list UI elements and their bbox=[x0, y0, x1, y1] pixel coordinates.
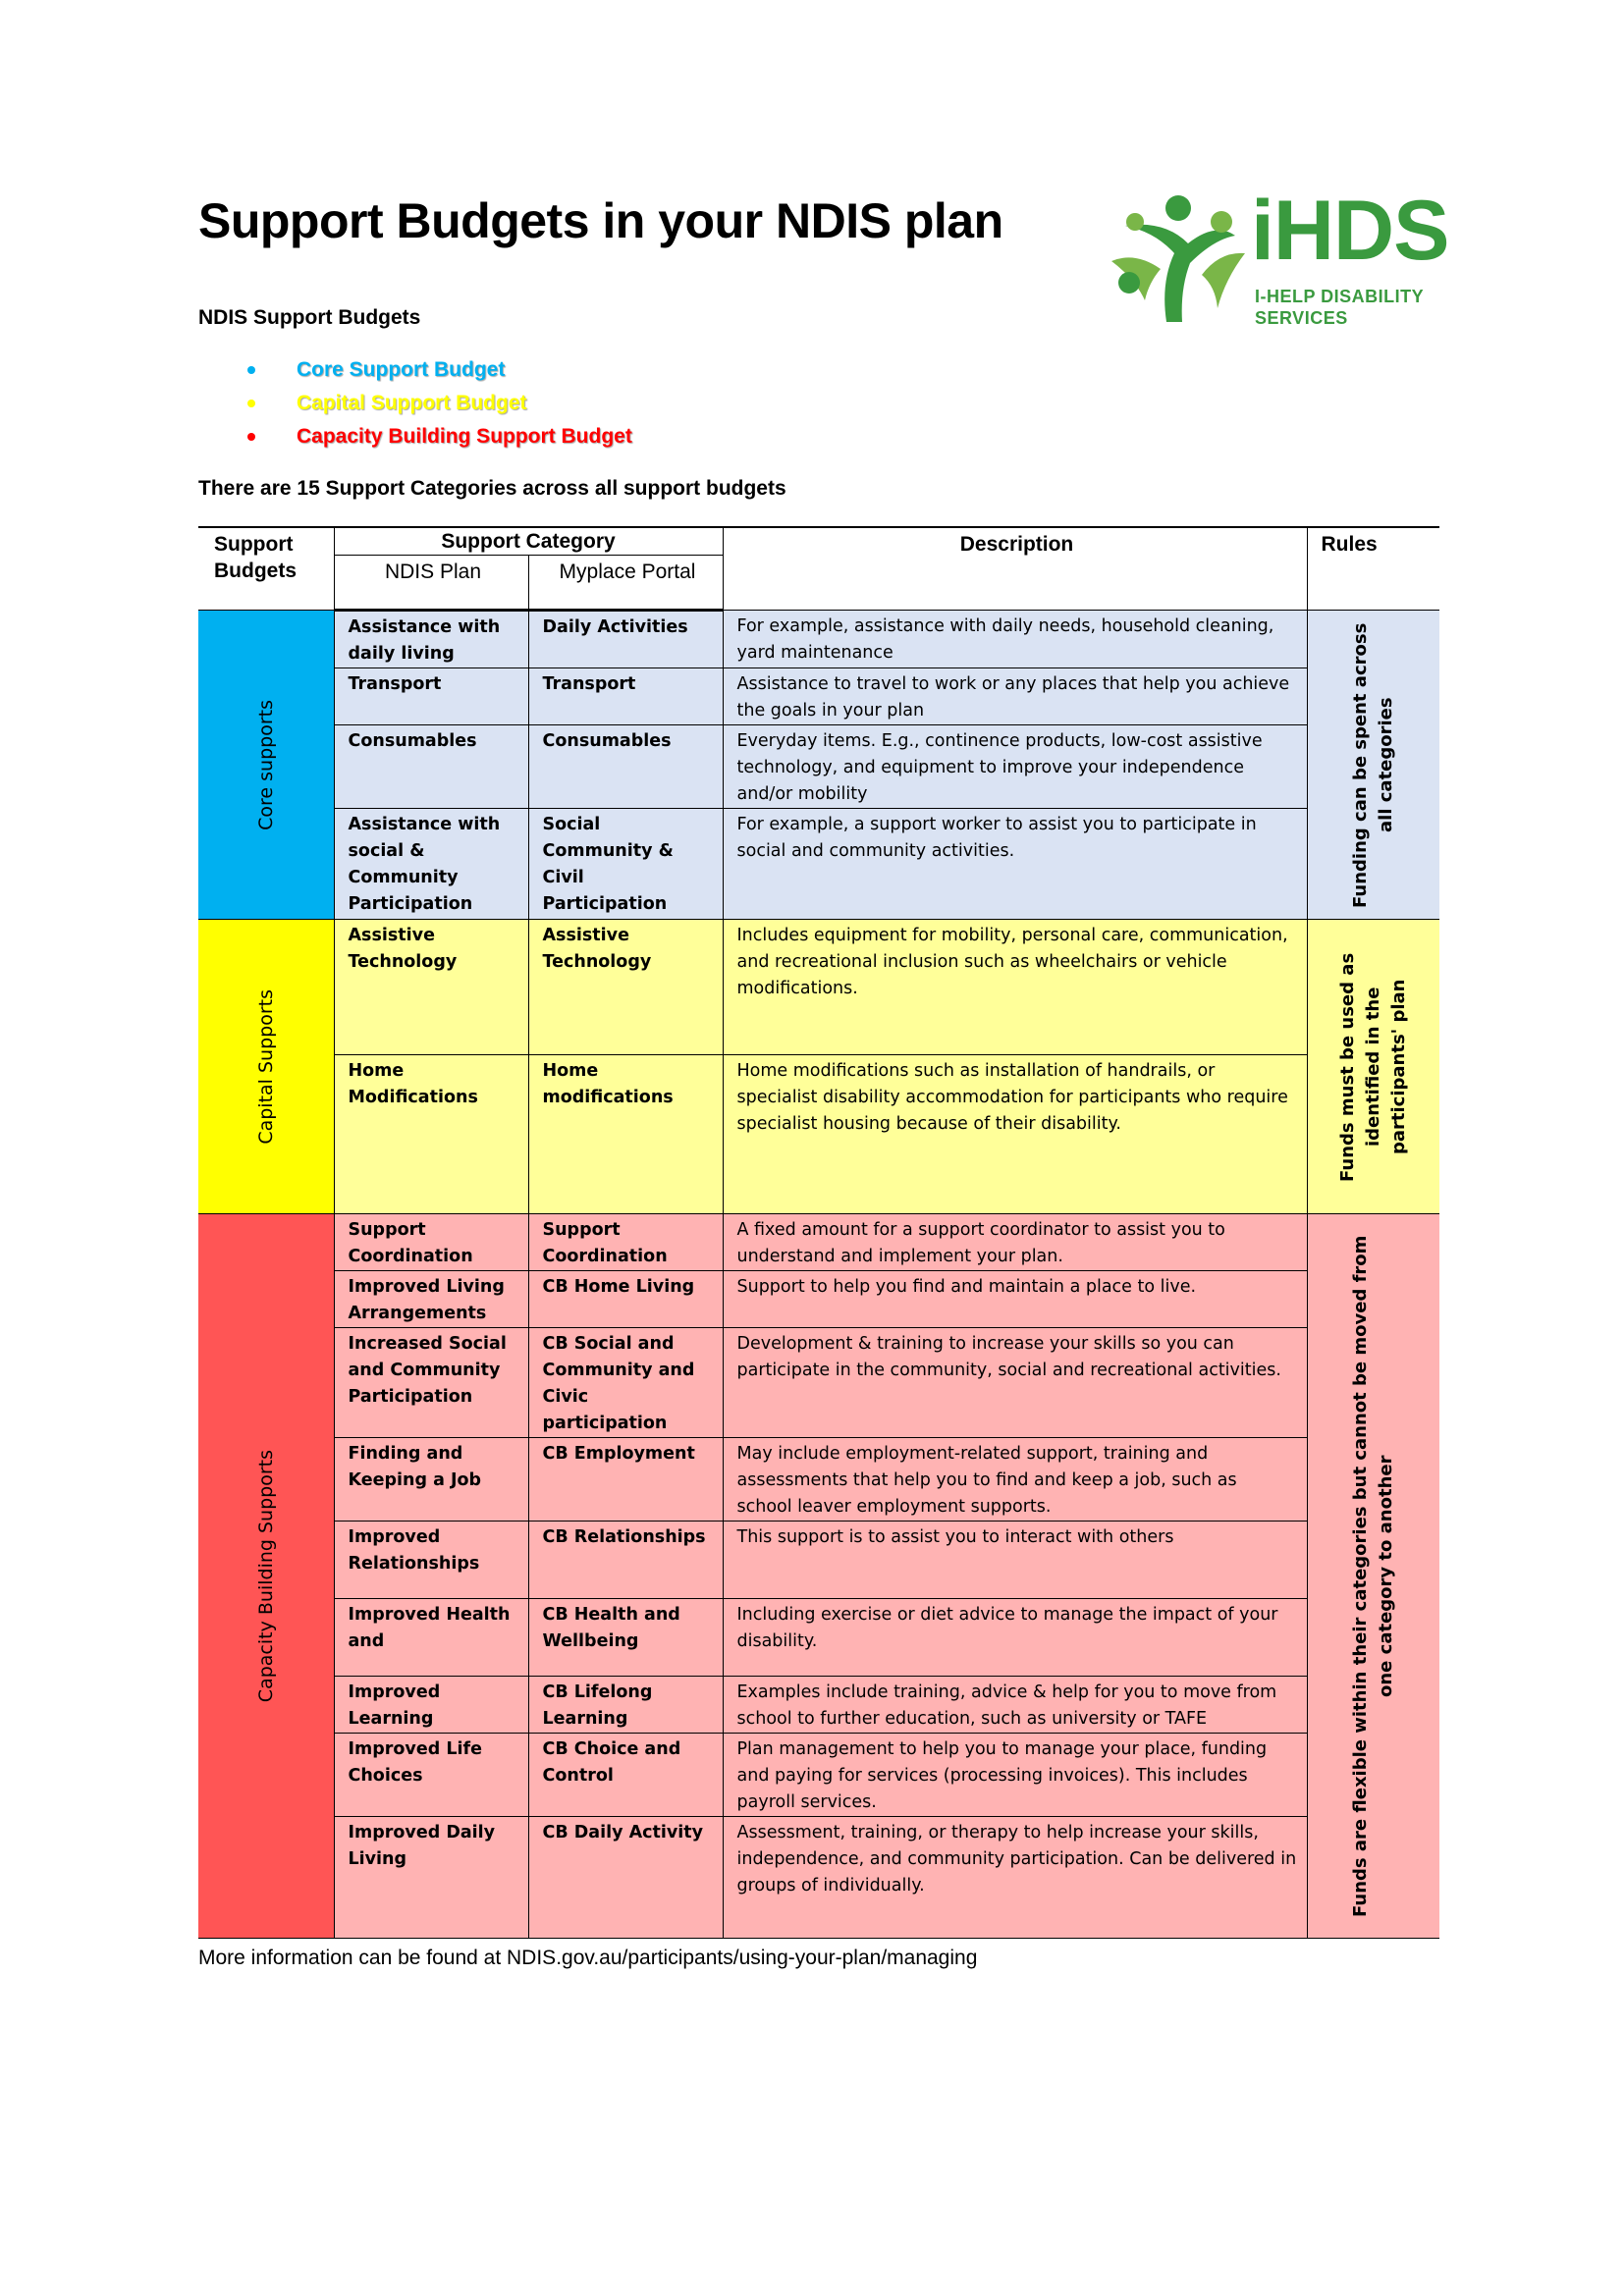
rule-cell bbox=[1307, 1214, 1439, 1939]
ndis-plan-cell: Assistive Technology bbox=[334, 920, 528, 1055]
budget-list-item bbox=[247, 420, 632, 454]
rule-text: Funds are flexible within their categories but cannot be moved from one category to another bbox=[1349, 1235, 1396, 1917]
people-logo-icon bbox=[1106, 192, 1251, 330]
header-rules: Rules bbox=[1307, 527, 1439, 611]
description-cell: A fixed amount for a support coordinator to assist you to understand and implement your plan. bbox=[723, 1214, 1307, 1271]
ndis-plan-cell: Improved Health and bbox=[334, 1599, 528, 1677]
myplace-portal-cell: Transport bbox=[528, 668, 723, 725]
table-row bbox=[198, 809, 1439, 920]
myplace-portal-cell: CB Lifelong Learning bbox=[528, 1677, 723, 1734]
rule-text: Funding can be spent across all categories bbox=[1349, 621, 1396, 908]
myplace-portal-cell: CB Employment bbox=[528, 1438, 723, 1522]
ndis-plan-cell: Improved Relationships bbox=[334, 1522, 528, 1599]
table-row bbox=[198, 668, 1439, 725]
rule-text: Funds must be used as identified in the participants' plan bbox=[1336, 951, 1409, 1182]
section-subheading: NDIS Support Budgets bbox=[198, 306, 421, 329]
description-cell: Examples include training, advice & help for you to move from school to further education, such as university or TAFE bbox=[723, 1677, 1307, 1734]
ndis-plan-cell: Transport bbox=[334, 668, 528, 725]
table-row bbox=[198, 611, 1439, 668]
header-support-budgets: Support Budgets bbox=[198, 527, 334, 611]
table-row bbox=[198, 1271, 1439, 1328]
table-row bbox=[198, 725, 1439, 809]
myplace-portal-cell: Social Community & Civil Participation bbox=[528, 809, 723, 920]
ihds-logo bbox=[1106, 184, 1459, 340]
ndis-plan-cell: Improved Living Arrangements bbox=[334, 1271, 528, 1328]
table-row bbox=[198, 1817, 1439, 1939]
table-row bbox=[198, 1328, 1439, 1438]
budget-group-text: Core supports bbox=[254, 699, 277, 830]
myplace-portal-cell: Consumables bbox=[528, 725, 723, 809]
myplace-portal-cell: Daily Activities bbox=[528, 611, 723, 668]
ndis-plan-cell: Assistance with daily living bbox=[334, 611, 528, 668]
header-myplace-portal: Myplace Portal bbox=[528, 556, 723, 611]
table-row bbox=[198, 1214, 1439, 1271]
description-cell: Everyday items. E.g., continence products, low-cost assistive technology, and equipment to improve your independence and/or mobility bbox=[723, 725, 1307, 809]
description-cell: Development & training to increase your skills so you can participate in the community, social and recreational activities. bbox=[723, 1328, 1307, 1438]
budget-label: Core Support Budget bbox=[297, 358, 506, 381]
budget-group-label bbox=[198, 1214, 334, 1939]
description-cell: This support is to assist you to interact with others bbox=[723, 1522, 1307, 1599]
budget-list-item bbox=[247, 387, 632, 420]
myplace-portal-cell: CB Choice and Control bbox=[528, 1734, 723, 1817]
ndis-plan-cell: Consumables bbox=[334, 725, 528, 809]
table-row bbox=[198, 1599, 1439, 1677]
description-cell: For example, a support worker to assist you to participate in social and community activities. bbox=[723, 809, 1307, 920]
bullet-icon bbox=[247, 366, 255, 374]
budget-group-text: Capital Supports bbox=[254, 988, 277, 1145]
budget-group-label bbox=[198, 920, 334, 1214]
ndis-plan-cell: Improved Life Choices bbox=[334, 1734, 528, 1817]
logo-wordmark: iHDS bbox=[1251, 184, 1449, 278]
rule-cell bbox=[1307, 920, 1439, 1214]
header-support-category: Support Category bbox=[334, 527, 723, 556]
myplace-portal-cell: CB Health and Wellbeing bbox=[528, 1599, 723, 1677]
table-row bbox=[198, 1522, 1439, 1599]
description-cell: Home modifications such as installation of handrails, or specialist disability accommodation for participants who require specialist housing because of their disability. bbox=[723, 1055, 1307, 1214]
budget-group-text: Capacity Building Supports bbox=[254, 1449, 277, 1703]
description-cell: Support to help you find and maintain a place to live. bbox=[723, 1271, 1307, 1328]
logo-subtitle-line1: I-HELP DISABILITY bbox=[1255, 287, 1425, 306]
header-description: Description bbox=[723, 527, 1307, 611]
rule-cell bbox=[1307, 611, 1439, 920]
budget-list bbox=[247, 353, 632, 454]
footer-note: More information can be found at NDIS.gov.au/participants/using-your-plan/managing bbox=[198, 1947, 978, 1969]
myplace-portal-cell: CB Social and Community and Civic participation bbox=[528, 1328, 723, 1438]
description-cell: Includes equipment for mobility, personal care, communication, and recreational inclusion such as wheelchairs or vehicle modifications. bbox=[723, 920, 1307, 1055]
ndis-plan-cell: Improved Learning bbox=[334, 1677, 528, 1734]
description-cell: Assistance to travel to work or any places that help you achieve the goals in your plan bbox=[723, 668, 1307, 725]
intro-text: There are 15 Support Categories across all support budgets bbox=[198, 477, 786, 500]
description-cell: For example, assistance with daily needs, household cleaning, yard maintenance bbox=[723, 611, 1307, 668]
myplace-portal-cell: Home modifications bbox=[528, 1055, 723, 1214]
table-row bbox=[198, 1438, 1439, 1522]
ndis-plan-cell: Home Modifications bbox=[334, 1055, 528, 1214]
myplace-portal-cell: CB Daily Activity bbox=[528, 1817, 723, 1939]
table-row bbox=[198, 920, 1439, 1055]
myplace-portal-cell: CB Home Living bbox=[528, 1271, 723, 1328]
description-cell: May include employment-related support, training and assessments that help you to find and keep a job, such as school leaver employment supports. bbox=[723, 1438, 1307, 1522]
description-cell: Including exercise or diet advice to manage the impact of your disability. bbox=[723, 1599, 1307, 1677]
budget-label: Capital Support Budget bbox=[297, 392, 527, 414]
budget-list-item bbox=[247, 353, 632, 387]
bullet-icon bbox=[247, 433, 255, 441]
ndis-plan-cell: Support Coordination bbox=[334, 1214, 528, 1271]
table-row bbox=[198, 1677, 1439, 1734]
description-cell: Assessment, training, or therapy to help increase your skills, independence, and community participation. Can be delivered in groups of individually. bbox=[723, 1817, 1307, 1939]
bullet-icon bbox=[247, 400, 255, 407]
myplace-portal-cell: Assistive Technology bbox=[528, 920, 723, 1055]
logo-subtitle-line2: SERVICES bbox=[1255, 308, 1348, 328]
budget-label: Capacity Building Support Budget bbox=[297, 425, 632, 448]
table-row bbox=[198, 1734, 1439, 1817]
ndis-plan-cell: Finding and Keeping a Job bbox=[334, 1438, 528, 1522]
ndis-plan-cell: Improved Daily Living bbox=[334, 1817, 528, 1939]
page-title: Support Budgets in your NDIS plan bbox=[198, 193, 1003, 248]
table-row bbox=[198, 1055, 1439, 1214]
ndis-plan-cell: Increased Social and Community Participation bbox=[334, 1328, 528, 1438]
support-categories-table bbox=[198, 526, 1439, 1939]
budget-group-label bbox=[198, 611, 334, 920]
description-cell: Plan management to help you to manage your place, funding and paying for services (processing invoices). This includes payroll services. bbox=[723, 1734, 1307, 1817]
myplace-portal-cell: Support Coordination bbox=[528, 1214, 723, 1271]
ndis-plan-cell: Assistance with social & Community Participation bbox=[334, 809, 528, 920]
myplace-portal-cell: CB Relationships bbox=[528, 1522, 723, 1599]
header-ndis-plan: NDIS Plan bbox=[334, 556, 528, 611]
